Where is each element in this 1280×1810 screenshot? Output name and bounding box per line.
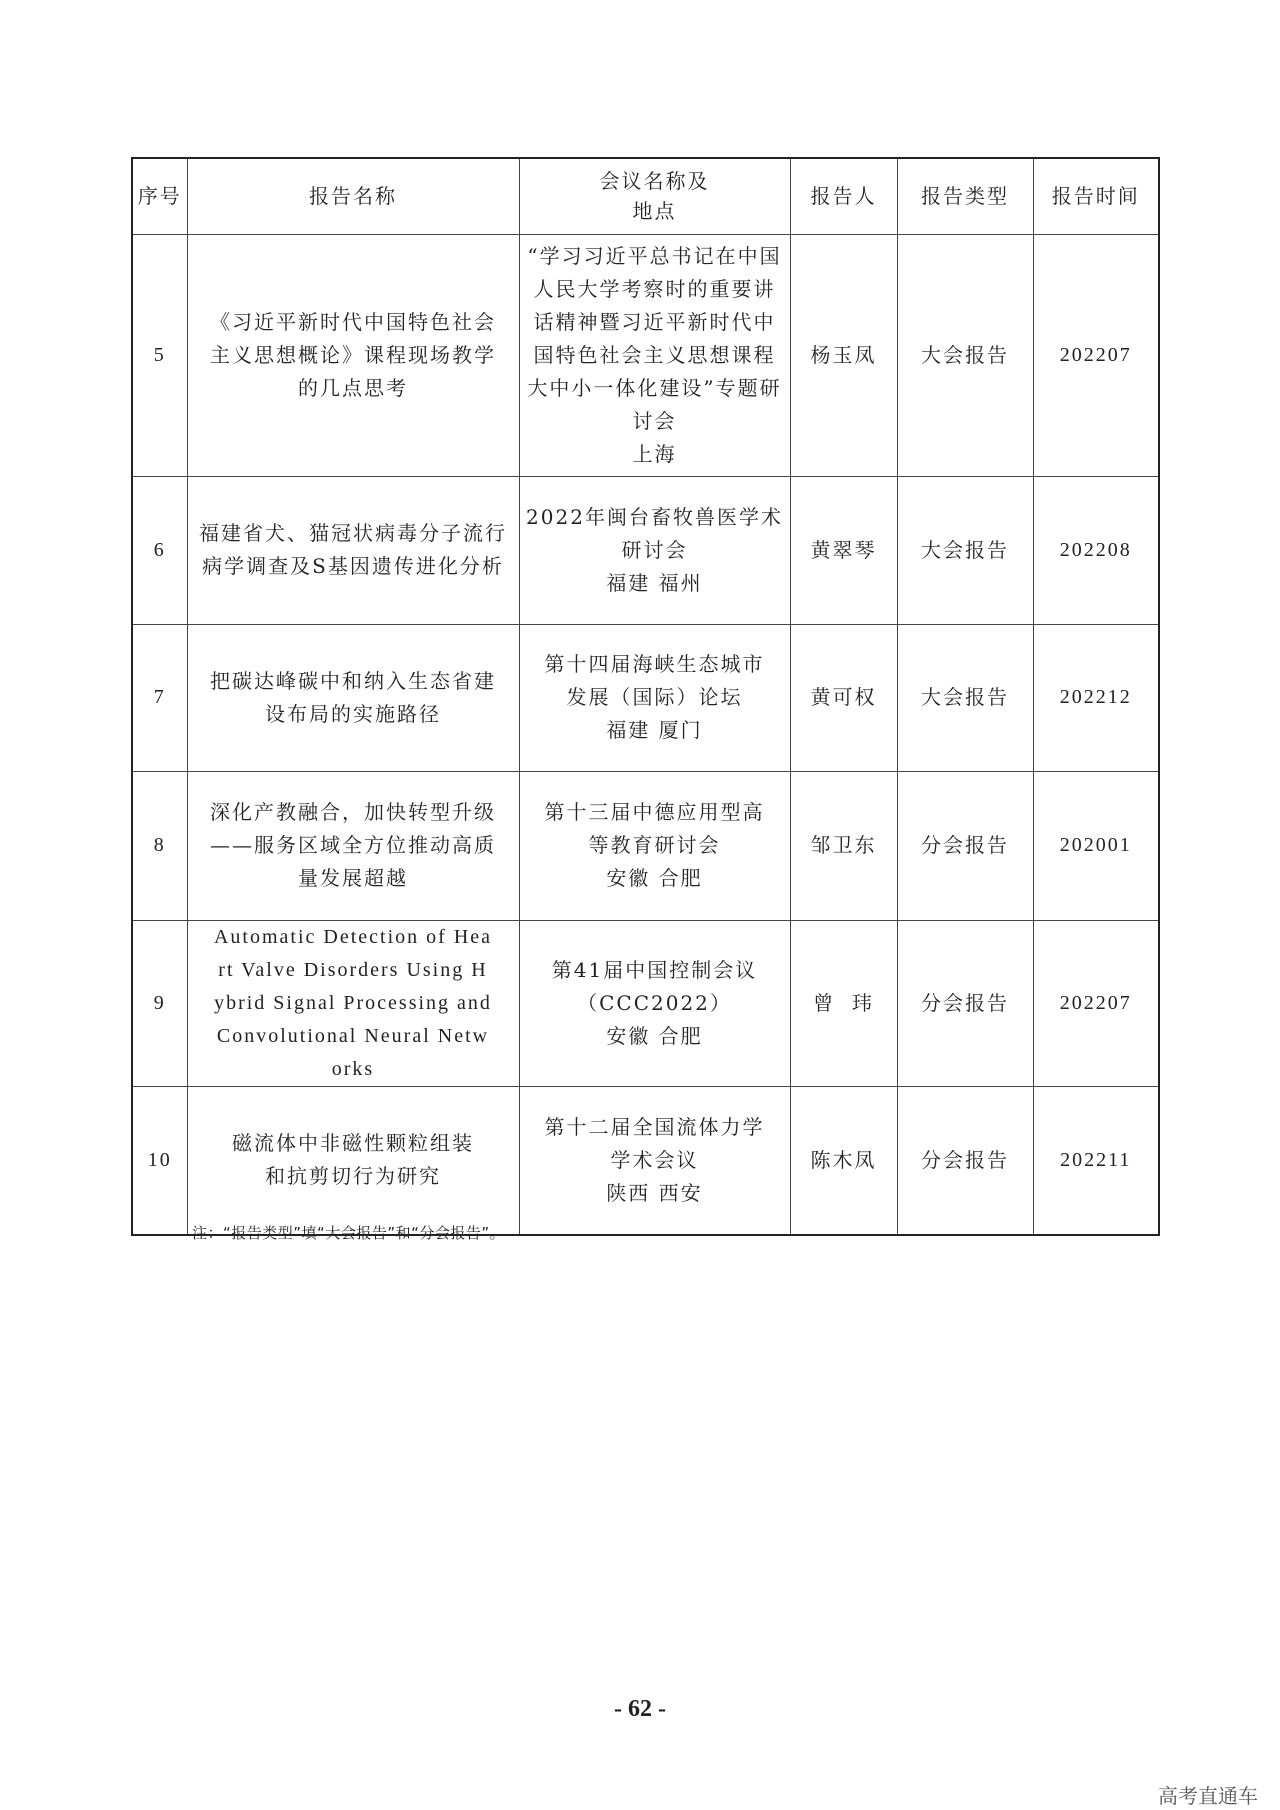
watermark: 高考直通车 (1158, 1784, 1258, 1808)
header-conference: 会议名称及 地点 (519, 158, 790, 234)
row-title: Automatic Detection of Heart Valve Disorders Using Hybrid Signal Processing and Convolutional Neural Networks (187, 920, 519, 1086)
row-no: 9 (132, 920, 187, 1086)
row-no: 5 (132, 234, 187, 476)
row-type: 大会报告 (897, 234, 1033, 476)
row-reporter: 黄翠琴 (790, 476, 897, 624)
row-title: 福建省犬、猫冠状病毒分子流行病学调查及S基因遗传进化分析 (187, 476, 519, 624)
row-no: 8 (132, 771, 187, 920)
table-row (132, 234, 1159, 476)
row-reporter: 邹卫东 (790, 771, 897, 920)
row-reporter: 杨玉凤 (790, 234, 897, 476)
row-conference: 第十四届海峡生态城市发展（国际）论坛 福建 厦门 (519, 624, 790, 771)
row-type: 分会报告 (897, 920, 1033, 1086)
header-time: 报告时间 (1033, 158, 1159, 234)
row-title: 把碳达峰碳中和纳入生态省建设布局的实施路径 (187, 624, 519, 771)
row-no: 7 (132, 624, 187, 771)
report-table (131, 157, 1160, 1236)
row-reporter: 黄可权 (790, 624, 897, 771)
row-title: 深化产教融合，加快转型升级——服务区域全方位推动高质量发展超越 (187, 771, 519, 920)
row-conference: 第十二届全国流体力学学术会议 陕西 西安 (519, 1086, 790, 1235)
row-time: 202207 (1033, 234, 1159, 476)
page-number: - 62 - (614, 1696, 666, 1722)
row-no: 6 (132, 476, 187, 624)
header-row (132, 158, 1159, 234)
row-type: 大会报告 (897, 476, 1033, 624)
row-conference: 2022年闽台畜牧兽医学术研讨会 福建 福州 (519, 476, 790, 624)
row-type: 分会报告 (897, 1086, 1033, 1235)
header-type: 报告类型 (897, 158, 1033, 234)
row-time: 202207 (1033, 920, 1159, 1086)
row-title: 磁流体中非磁性颗粒组装和抗剪切行为研究 (187, 1086, 519, 1235)
row-time: 202208 (1033, 476, 1159, 624)
row-reporter: 曾 玮 (790, 920, 897, 1086)
row-type: 大会报告 (897, 624, 1033, 771)
row-conference: 第十三届中德应用型高等教育研讨会 安徽 合肥 (519, 771, 790, 920)
header-title: 报告名称 (187, 158, 519, 234)
table-row (132, 624, 1159, 771)
table-row (132, 771, 1159, 920)
row-time: 202001 (1033, 771, 1159, 920)
row-time: 202212 (1033, 624, 1159, 771)
row-type: 分会报告 (897, 771, 1033, 920)
row-conference: “学习习近平总书记在中国人民大学考察时的重要讲话精神暨习近平新时代中国特色社会主义思想课程大中小一体化建设”专题研讨会 上海 (519, 234, 790, 476)
table-row (132, 1086, 1159, 1235)
row-time: 202211 (1033, 1086, 1159, 1235)
row-no: 10 (132, 1086, 187, 1235)
table-row (132, 920, 1159, 1086)
header-no: 序号 (132, 158, 187, 234)
header-reporter: 报告人 (790, 158, 897, 234)
row-conference: 第41届中国控制会议（CCC2022） 安徽 合肥 (519, 920, 790, 1086)
table-row (132, 476, 1159, 624)
table-footnote: 注：“报告类型”填“大会报告”和“分会报告”。 (192, 1224, 506, 1242)
row-title: 《习近平新时代中国特色社会主义思想概论》课程现场教学的几点思考 (187, 234, 519, 476)
row-reporter: 陈木凤 (790, 1086, 897, 1235)
